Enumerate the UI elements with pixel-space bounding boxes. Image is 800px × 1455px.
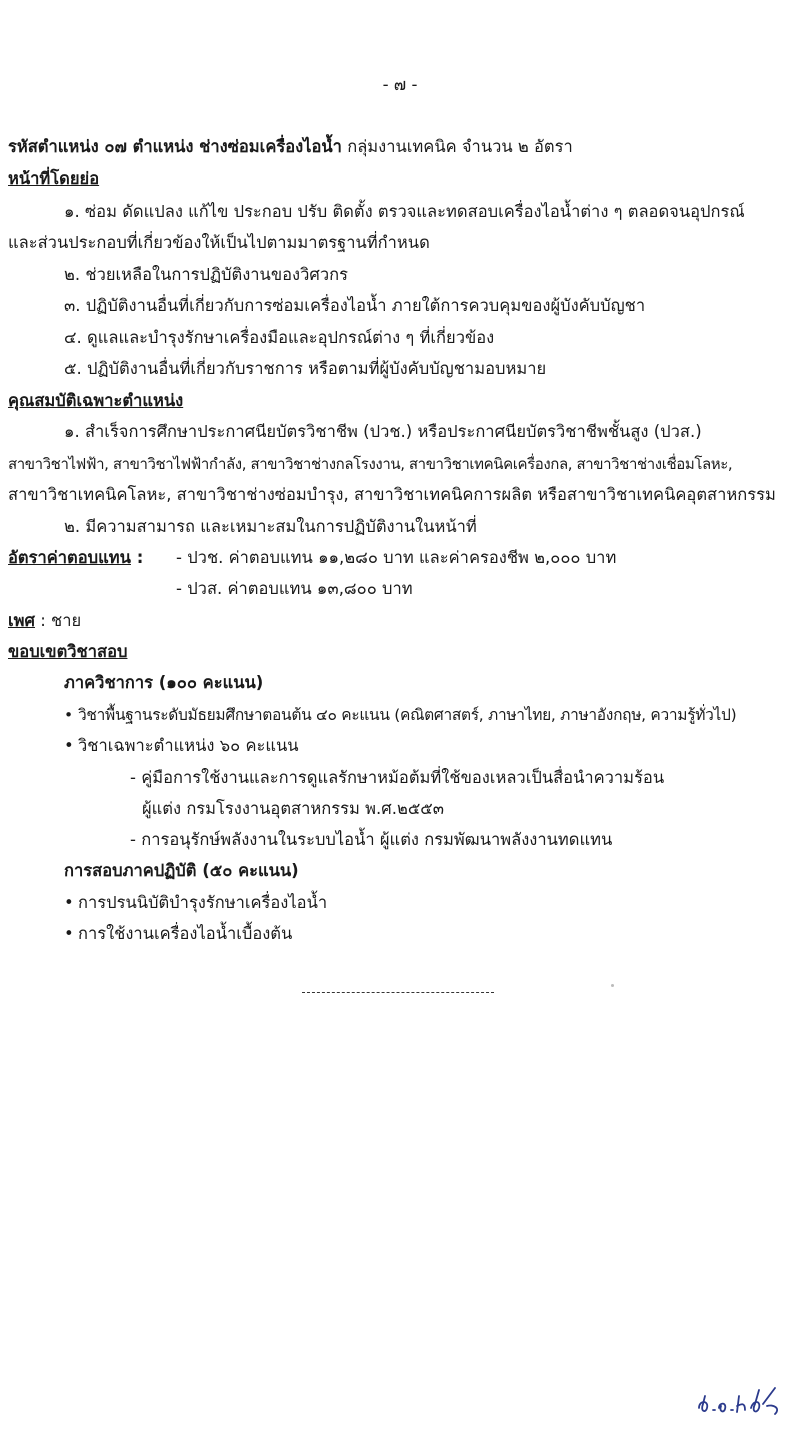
theory-item-specific: • วิชาเฉพาะตำแหน่ง ๖๐ คะแนน [64,735,299,757]
theory-item-basic: • วิชาพื้นฐานระดับมัธยมศึกษาตอนต้น ๔๐ คะแนน (คณิตศาสตร์, ภาษาไทย, ภาษาอังกฤษ, ความรู้ทั่วไป) [64,704,736,726]
position-code-title: รหัสตำแหน่ง ๐๗ ตำแหน่ง ช่างซ่อมเครื่องไอน้ำ [8,137,342,156]
gender-heading: เพศ [8,611,35,630]
qualifications-heading: คุณสมบัติเฉพาะตำแหน่ง [8,391,184,410]
compensation-vocational: - ปวช. ค่าตอบแทน ๑๑,๒๘๐ บาท และค่าครองชีพ ๒,๐๐๐ บาท [176,548,617,567]
end-divider [302,992,494,993]
page-number: - ๗ - [382,75,418,94]
position-heading [8,136,573,158]
practical-heading: การสอบภาคปฏิบัติ (๕๐ คะแนน) [64,861,299,880]
duties-heading: หน้าที่โดยย่อ [8,169,100,188]
exam-scope-heading: ขอบเขตวิชาสอบ [8,642,128,661]
qualification-item-1-cont-b: สาขาวิชาเทคนิคโลหะ, สาขาวิชาช่างซ่อมบำรุง, สาขาวิชาเทคนิคการผลิต หรือสาขาวิชาเทคนิคอุตสาหกรรม [8,485,776,504]
position-group-count: กลุ่มงานเทคนิค จำนวน ๒ อัตรา [341,137,573,156]
specific-item-1: - คู่มือการใช้งานและการดูแลรักษาหม้อต้มที่ใช้ของเหลวเป็นสื่อนำความร้อน [130,768,665,787]
duty-item-1: ๑. ซ่อม ดัดแปลง แก้ไข ประกอบ ปรับ ติดตั้ง ตรวจและทดสอบเครื่องไอน้ำต่าง ๆ ตลอดจนอุปกรณ์ [64,202,745,221]
gender-value: : ชาย [35,611,82,630]
duty-item-4: ๔. ดูแลและบำรุงรักษาเครื่องมือและอุปกรณ์ต่าง ๆ ที่เกี่ยวข้อง [64,328,495,347]
practical-item-2: • การใช้งานเครื่องไอน้ำเบื้องต้น [64,923,292,945]
duty-item-5: ๕. ปฏิบัติงานอื่นที่เกี่ยวกับราชการ หรือตามที่ผู้บังคับบัญชามอบหมาย [64,359,547,378]
compensation-colon: : [130,548,144,567]
duty-item-1-cont: และส่วนประกอบที่เกี่ยวข้องให้เป็นไปตามมาตรฐานที่กำหนด [8,233,430,252]
compensation-heading: อัตราค่าตอบแทน [8,548,131,567]
scan-speck [611,984,614,987]
duty-item-2: ๒. ช่วยเหลือในการปฏิบัติงานของวิศวกร [64,265,348,284]
qualification-item-1-cont-a: สาขาวิชาไฟฟ้า, สาขาวิชาไฟฟ้ากำลัง, สาขาวิชาช่างกลโรงงาน, สาขาวิชาเทคนิคเครื่องกล, สาขาวิชาช่างเชื่อมโลหะ, [8,455,733,473]
compensation-high-vocational: - ปวส. ค่าตอบแทน ๑๓,๘๐๐ บาท [176,579,413,598]
initials-signature [695,1382,787,1416]
qualification-item-2: ๒. มีความสามารถ และเหมาะสมในการปฏิบัติงานในหน้าที่ [64,517,477,536]
compensation-label [8,547,143,569]
gender-line [8,610,81,632]
practical-item-1: • การปรนนิบัติบำรุงรักษาเครื่องไอน้ำ [64,892,327,914]
theory-heading: ภาควิชาการ (๑๐๐ คะแนน) [64,673,264,692]
qualification-item-1: ๑. สำเร็จการศึกษาประกาศนียบัตรวิชาชีพ (ปวช.) หรือประกาศนียบัตรวิชาชีพชั้นสูง (ปวส.) [64,422,702,441]
duty-item-3: ๓. ปฏิบัติงานอื่นที่เกี่ยวกับการซ่อมเครื่องไอน้ำ ภายใต้การควบคุมของผู้บังคับบัญชา [64,296,646,315]
specific-item-2: - การอนุรักษ์พลังงานในระบบไอน้ำ ผู้แต่ง กรมพัฒนาพลังงานทดแทน [130,830,613,849]
specific-item-1-cont: ผู้แต่ง กรมโรงงานอุตสาหกรรม พ.ศ.๒๕๕๓ [142,799,445,818]
